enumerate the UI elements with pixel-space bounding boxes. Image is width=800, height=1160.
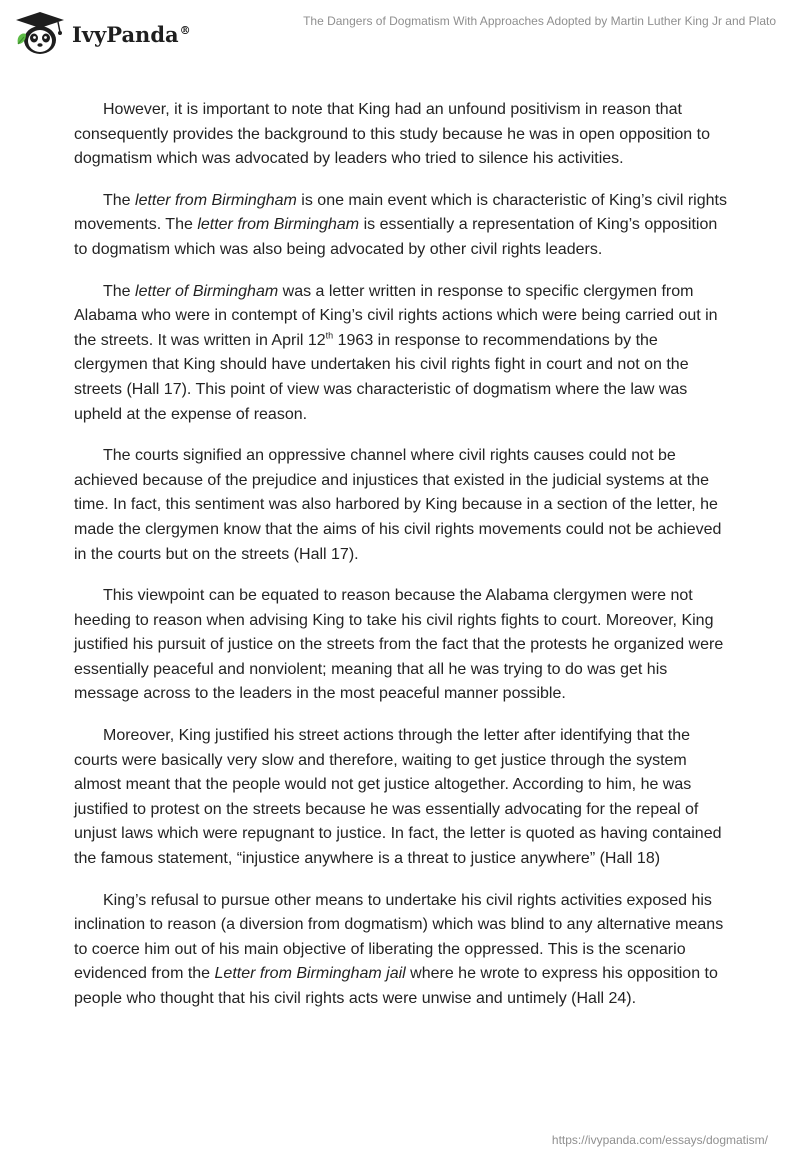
source-url-link[interactable]: https://ivypanda.com/essays/dogmatism/ <box>551 1133 768 1147</box>
paragraph: The courts signified an oppressive channel where civil rights causes could not be achieved because of the prejudice and injustices that existed in the judicial systems at the time. In fact, this sentiment was also harbored by King because in a section of the letter, he made the clergymen know that the aims of his civil rights movements could not be achieved in the courts but on the streets (Hall 17). <box>74 447 722 563</box>
paragraph: Moreover, King justified his street actions through the letter after identifying that the courts were basically very slow and therefore, waiting to get justice through the system almost meant that the people would not get justice altogether. According to him, he was justified to protest on the streets because he was essentially advocating for the repeal of unjust laws which were repugnant to justice. In fact, the letter is quoted as having contained the famous statement, “injustice anywhere is a threat to justice anywhere” (Hall 18) <box>74 727 722 868</box>
document-title: The Dangers of Dogmatism With Approaches Adopted by Martin Luther King Jr and Plato <box>303 14 776 28</box>
essay-body <box>74 98 728 1029</box>
paragraph: This viewpoint can be equated to reason because the Alabama clergymen were not heeding to reason when advising King to take his civil rights fights to court. Moreover, King justified his pursuit of justice on the streets from the fact that the protests he organized were essentially peaceful and nonviolent; meaning that all he was trying to do was get his message across to the leaders in the most peaceful manner possible. <box>74 587 724 703</box>
superscript: th <box>325 330 334 341</box>
paragraph: The letter from Birmingham is one main event which is characteristic of King’s civil rights movements. The letter from Birmingham is essentially a representation of King’s opposition to dogmatism which was also being advocated by other civil rights leaders. <box>74 191 727 258</box>
panda-graduate-icon <box>14 10 66 56</box>
paragraph: King’s refusal to pursue other means to undertake his civil rights activities exposed his inclination to reason (a diversion from dogmatism) which was blind to any alternative means to coerce him out of his main objective of liberating the oppressed. This is the scenario evidenced from the Letter from Birmingham jail where he wrote to express his opposition to people who thought that his civil rights acts were unwise and untimely (Hall 24). <box>74 891 724 1007</box>
paragraph: The letter of Birmingham was a letter written in response to specific clergymen from Alabama who were in contempt of King’s civil rights actions which were being carried out in the streets. It was written in April 12th 1963 in response to recommendations by the clergymen that King should have undertaken his civil rights fight in court and not on the streets (Hall 17). This point of view was characteristic of dogmatism where the law was upheld at the expense of reason. <box>74 282 718 423</box>
italic-title: letter from Birmingham <box>135 191 297 209</box>
page-header <box>0 0 800 60</box>
italic-title: Letter from Birmingham jail <box>214 965 406 983</box>
registered-mark: ® <box>179 23 191 37</box>
paragraph: However, it is important to note that King had an unfound positivism in reason that consequently provides the background to this study because he was in open opposition to dogmatism which was advocated by leaders who tried to silence his activities. <box>74 101 710 168</box>
italic-title: letter of Birmingham <box>135 282 279 300</box>
brand-name: IvyPanda® <box>72 21 191 47</box>
ivypanda-logo[interactable] <box>14 10 214 56</box>
italic-title: letter from Birmingham <box>197 216 360 234</box>
